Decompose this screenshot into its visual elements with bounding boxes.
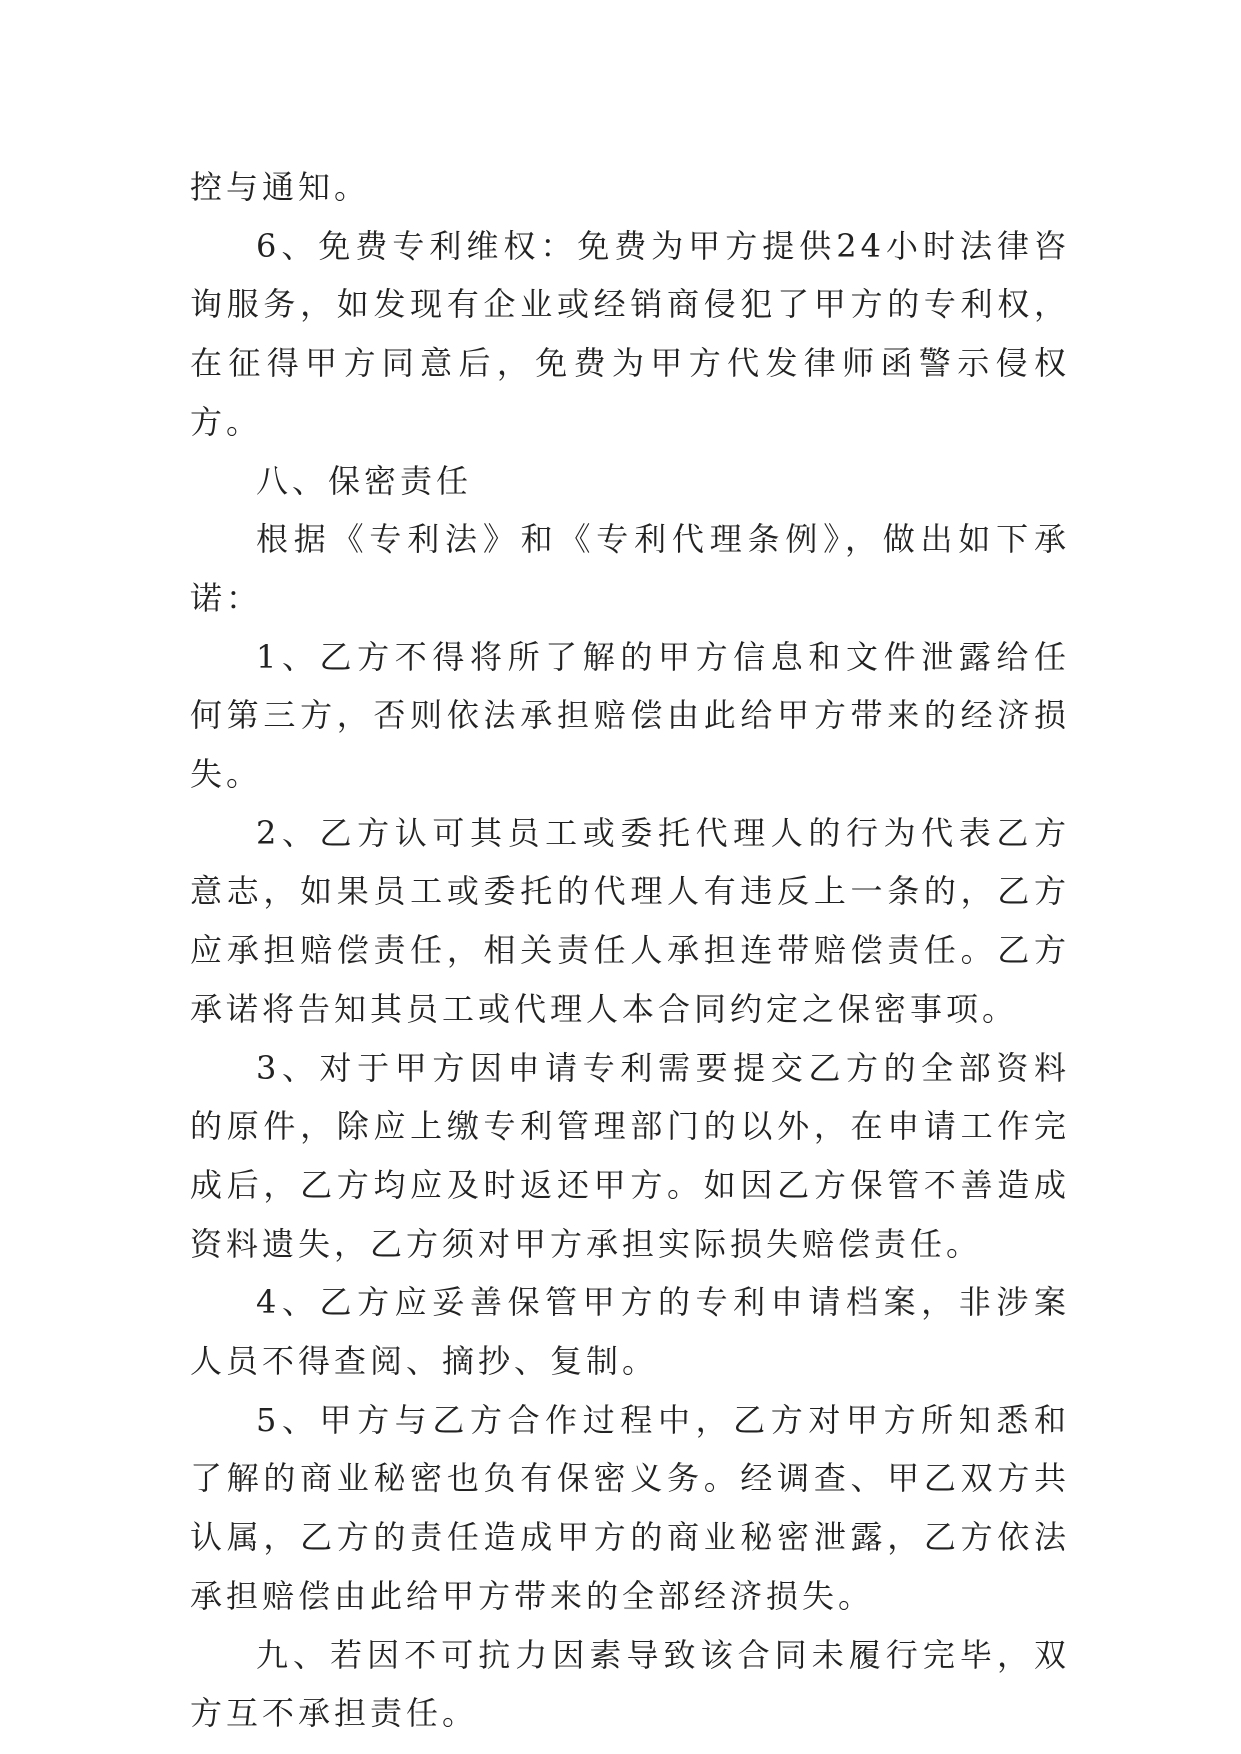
section-force-majeure: 九、若因不可抗力因素导致该合同未履行完毕，双方互不承担责任。 [190, 1635, 1070, 1733]
paragraph-continuation: 控与通知。 [190, 168, 371, 206]
paragraph-confidentiality-3: 3、对于甲方因申请专利需要提交乙方的全部资料的原件，除应上缴专利管理部门的以外，在申请工作完成后，乙方均应及时返还甲方。如因乙方保管不善造成资料遗失，乙方须对甲方承担实际损失赔偿责任。 [190, 1048, 1070, 1263]
section-heading-confidentiality: 八、保密责任 [256, 461, 473, 500]
paragraph-confidentiality-4: 4、乙方应妥善保管甲方的专利申请档案，非涉案人员不得查阅、摘抄、复制。 [190, 1283, 1070, 1381]
paragraph-confidentiality-2: 2、乙方认可其员工或委托代理人的行为代表乙方意志，如果员工或委托的代理人有违反上一条的，乙方应承担赔偿责任，相关责任人承担连带赔偿责任。乙方承诺将告知其员工或代理人本合同约定之保密事项。 [190, 813, 1070, 1028]
paragraph-commitment-intro: 根据《专利法》和《专利代理条例》，做出如下承诺： [190, 520, 1070, 617]
paragraph-confidentiality-1: 1、乙方不得将所了解的甲方信息和文件泄露给任何第三方，否则依法承担赔偿由此给甲方带来的经济损失。 [190, 637, 1070, 794]
paragraph-confidentiality-5: 5、甲方与乙方合作过程中，乙方对甲方所知悉和了解的商业秘密也负有保密义务。经调查、甲乙双方共认属，乙方的责任造成甲方的商业秘密泄露，乙方依法承担赔偿由此给甲方带来的全部经济损失。 [190, 1400, 1070, 1615]
document-body [190, 158, 1070, 1743]
paragraph-clause-6-patent-rights: 6、免费专利维权：免费为甲方提供24小时法律咨询服务，如发现有企业或经销商侵犯了甲方的专利权，在征得甲方同意后，免费为甲方代发律师函警示侵权方。 [190, 226, 1070, 441]
